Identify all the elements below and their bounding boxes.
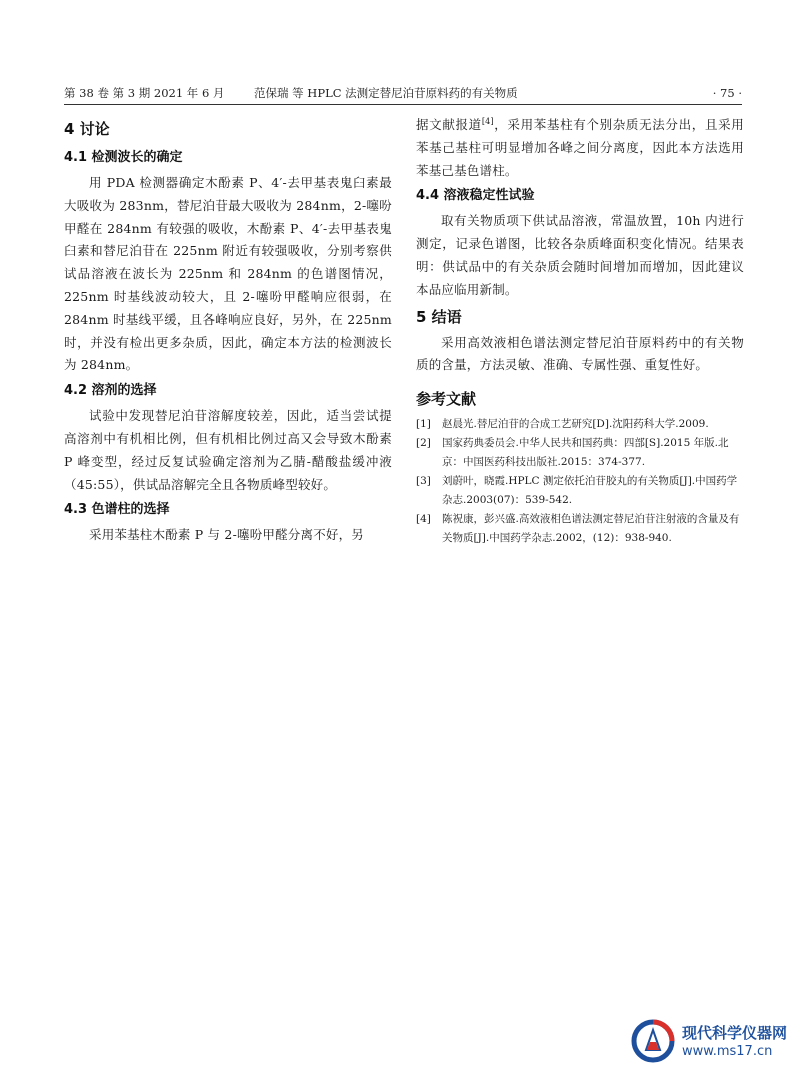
- reference-text: 国家药典委员会.中华人民共和国药典：四部[S].2015 年版.北京：中国医药科技出版社.2015：374-377.: [442, 437, 729, 469]
- watermark: [630, 1018, 790, 1074]
- section-4-3-title: 4.3 色谱柱的选择: [64, 502, 170, 518]
- running-header: [64, 84, 742, 102]
- section-4-3-cont-before: 据文献报道: [416, 117, 482, 132]
- section-4-4-title: 4.4 溶液稳定性试验: [416, 188, 535, 204]
- journal-issue: 第 38 卷 第 3 期 2021 年 6 月: [64, 86, 225, 100]
- reference-item: [416, 472, 744, 510]
- section-5-title: 5 结语: [416, 307, 462, 326]
- article-running-title: 范保瑞 等 HPLC 法测定替尼泊苷原料药的有关物质: [254, 86, 518, 100]
- reference-number: [3]: [416, 475, 431, 488]
- right-column: [416, 114, 744, 548]
- section-4-3-text: 采用苯基柱木酚素 P 与 2-噻吩甲醛分离不好，另: [89, 527, 365, 543]
- reference-text: 陈祝康，彭兴盛.高效液相色谱法测定替尼泊苷注射液的含量及有关物质[J].中国药学杂志.2002，(12)：938-940.: [442, 513, 740, 545]
- reference-number: [2]: [416, 437, 431, 450]
- reference-number: [1]: [416, 418, 431, 431]
- section-4-2-text: 试验中发现替尼泊苷溶解度较差，因此，适当尝试提高溶剂中有机相比例，但有机相比例过高又会导致木酚素 P 峰变型，经过反复试验确定溶剂为乙腈-醋酸盐缓冲液（45:55），供试品溶解完全且各物质峰型较好。: [64, 408, 392, 492]
- reference-number: [4]: [416, 513, 431, 526]
- left-column: [64, 114, 392, 547]
- references-title: 参考文献: [416, 390, 477, 409]
- page-number: · 75 ·: [712, 86, 742, 100]
- section-4-1-text: 用 PDA 检测器确定木酚素 P、4′-去甲基表鬼臼素最大吸收为 283nm，替尼泊苷最大吸收为 284nm，2-噻吩甲醛在 284nm 有较强的吸收，木酚素 P、4′-去甲基表鬼臼素和替尼泊苷在 225nm 附近有较强吸收，分别考察供试品溶液在波长为 225nm 和 284nm 的色谱图情况，225nm 时基线波动较大，且 2-噻吩甲醛响应很弱，在 284nm 时基线平缓，且各峰响应良好，另外，在 225nm 时，并没有检出更多杂质，因此，确定本方法的检测波长为 284nm。: [64, 175, 392, 373]
- citation-4: [4]: [481, 116, 494, 126]
- watermark-name: 现代科学仪器网: [682, 1024, 788, 1042]
- reference-item: [416, 415, 744, 434]
- section-4-1-title: 4.1 检测波长的确定: [64, 150, 183, 165]
- section-4-title: 4 讨论: [64, 120, 110, 138]
- reference-text: 赵晨光.替尼泊苷的合成工艺研究[D].沈阳药科大学.2009.: [442, 418, 709, 431]
- section-4-3-cont-after: ，采用苯基柱有个别杂质无法分出，且采用苯基己基柱可明显增加各峰之间分离度，因此本方法选用苯基己基色谱柱。: [416, 117, 744, 178]
- reference-item: [416, 434, 744, 472]
- reference-item: [416, 510, 744, 548]
- header-divider: [64, 104, 742, 105]
- watermark-logo-icon: [630, 1018, 676, 1064]
- reference-text: 刘蔚叶，晓霞.HPLC 测定依托泊苷胶丸的有关物质[J].中国药学杂志.2003(07)：539-542.: [442, 475, 738, 507]
- section-4-2-title: 4.2 溶剂的选择: [64, 383, 157, 399]
- section-4-4-text: 取有关物质项下供试品溶液，常温放置，10h 内进行测定，记录色谱图，比较各杂质峰面积变化情况。结果表明：供试品中的有关杂质会随时间增加而增加，因此建议本品应临用新制。: [416, 213, 744, 297]
- watermark-url[interactable]: www.ms17.cn: [682, 1044, 773, 1059]
- section-4-3-continued: [416, 114, 744, 182]
- section-5-text: 采用高效液相色谱法测定替尼泊苷原料药中的有关物质的含量，方法灵敏、准确、专属性强、重复性好。: [416, 334, 744, 373]
